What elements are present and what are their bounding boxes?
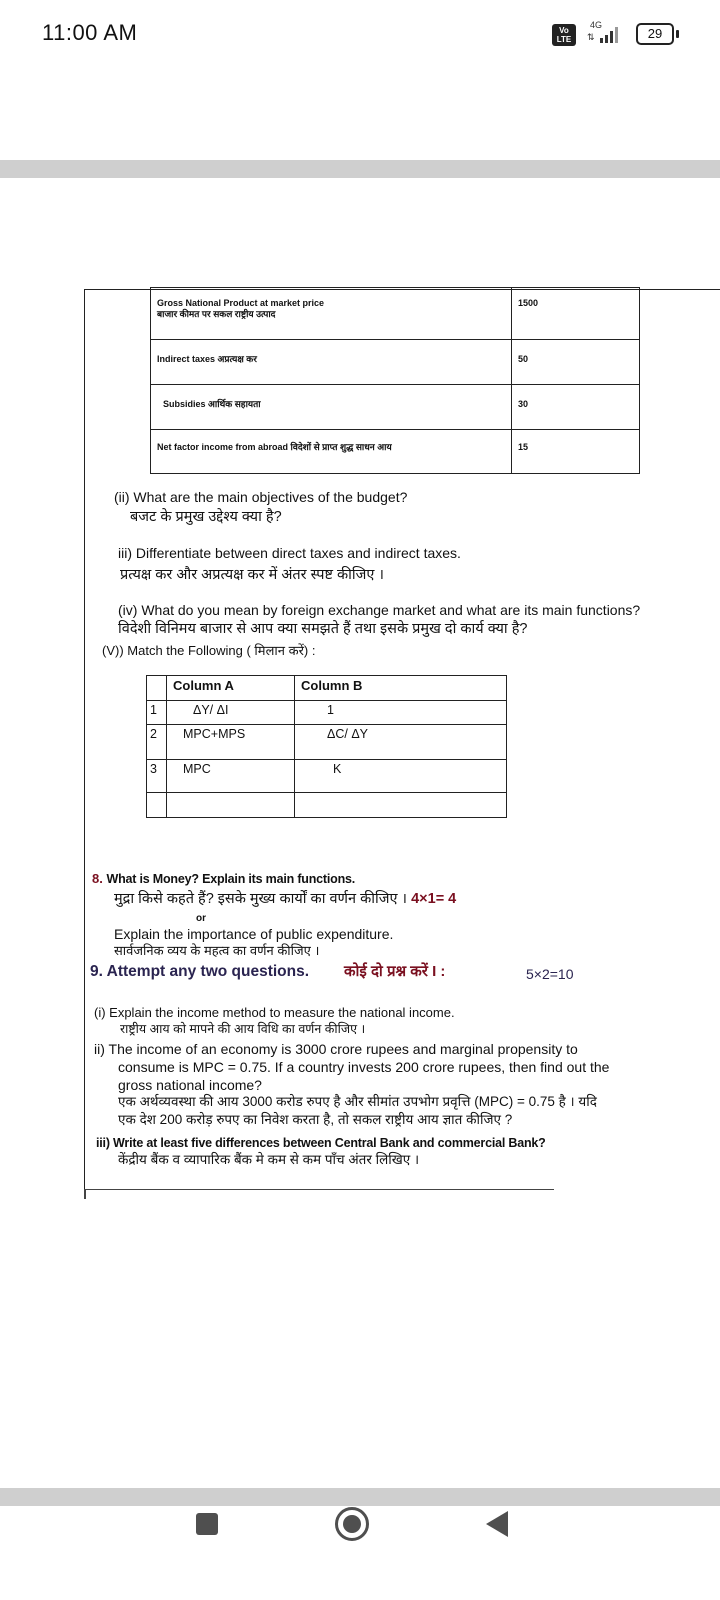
- row-number: 2: [147, 725, 167, 760]
- column-a-cell: ΔY/ ΔI: [167, 701, 295, 725]
- question-ii-hi: बजट के प्रमुख उद्देश्य क्या है?: [130, 509, 282, 525]
- question-iv-hi: विदेशी विनिमय बाजार से आप क्या समझते हैं तथा इसके प्रमुख दो कार्य क्या है?: [118, 621, 528, 637]
- battery-icon: 29: [636, 23, 674, 45]
- question-8-title-en: What is Money? Explain its main functions.: [106, 872, 356, 886]
- question-9-ii-line1: ii) The income of an economy is 3000 crore rupees and marginal propensity to: [94, 1041, 578, 1057]
- gnp-label-hi: बाजार कीमत पर सकल राष्ट्रीय उत्पाद: [157, 309, 276, 319]
- question-8-title-hi: मुद्रा किसे कहते हैं? इसके मुख्य कार्यों का वर्णन कीजिए ।: [114, 891, 408, 907]
- question-9-title-hi: कोई दो प्रश्न करें I :: [344, 963, 446, 980]
- table-row: [151, 385, 640, 430]
- table-header-row: [147, 676, 507, 701]
- table-cell-value: 30: [512, 385, 640, 430]
- question-8-number: 8.: [92, 871, 103, 886]
- question-9-title-en: 9. Attempt any two questions.: [90, 963, 310, 980]
- column-b-header: Column B: [295, 676, 507, 701]
- column-a-cell: MPC+MPS: [167, 725, 295, 760]
- table-cell-value: 50: [512, 340, 640, 385]
- table-row: [147, 760, 507, 793]
- question-9-marks: 5×2=10: [526, 966, 574, 982]
- page-bottom-rule: [84, 1189, 554, 1190]
- question-9-iii-en: iii) Write at least five differences between Central Bank and commercial Bank?: [96, 1136, 546, 1150]
- table-row: [147, 793, 507, 818]
- question-8-alt-en: Explain the importance of public expenditure.: [114, 926, 394, 942]
- match-table: [146, 675, 507, 818]
- question-9-ii-line3: gross national income?: [118, 1077, 262, 1093]
- column-a-cell: MPC: [167, 760, 295, 793]
- home-button-dot[interactable]: [343, 1515, 361, 1533]
- question-8-title-hi-line: [114, 890, 456, 908]
- question-9-iii-hi: केंद्रीय बैंक व व्यापारिक बैंक मे कम से कम पाँच अंतर लिखिए ।: [118, 1152, 420, 1167]
- row-number: 1: [147, 701, 167, 725]
- viewer-top-divider: [0, 160, 720, 178]
- viewer-bottom-divider: [0, 1488, 720, 1506]
- question-8: [92, 870, 355, 888]
- document-page[interactable]: [0, 178, 720, 1488]
- or-separator: or: [196, 913, 206, 924]
- recent-apps-icon[interactable]: [196, 1513, 218, 1535]
- question-iii-hi: प्रत्यक्ष कर और अप्रत्यक्ष कर में अंतर स्पष्ट कीजिए ।: [120, 567, 384, 583]
- table-cell-label: Indirect taxes अप्रत्यक्ष कर: [151, 340, 512, 385]
- table-cell-label: [151, 288, 512, 340]
- question-8-alt-hi: सार्वजनिक व्यय के महत्व का वर्णन कीजिए ।: [114, 943, 320, 958]
- data-activity-icon: ⇅: [587, 32, 595, 42]
- column-a-cell: [167, 793, 295, 818]
- gnp-label-en: Gross National Product at market price: [157, 298, 325, 308]
- question-9-ii-line2: consume is MPC = 0.75. If a country invests 200 crore rupees, then find out the: [118, 1059, 610, 1075]
- question-v: (V)) Match the Following ( मिलान करें) :: [102, 643, 316, 658]
- back-button-icon[interactable]: [486, 1511, 508, 1537]
- table-cell-label: Net factor income from abroad विदेशों से प्राप्त शुद्ध साधन आय: [151, 430, 512, 474]
- column-b-cell: K: [295, 760, 507, 793]
- question-ii-en: (ii) What are the main objectives of the budget?: [114, 489, 408, 505]
- status-time: 11:00 AM: [42, 20, 138, 45]
- question-9-i-en: (i) Explain the income method to measure the national income.: [94, 1005, 455, 1020]
- page-corner-tick: [84, 1189, 86, 1199]
- gnp-data-table: [150, 287, 640, 474]
- row-number: 3: [147, 760, 167, 793]
- row-number: [147, 793, 167, 818]
- table-row: [151, 430, 640, 474]
- volte-icon: Vo LTE: [552, 24, 576, 46]
- signal-strength-icon: [598, 26, 622, 44]
- column-b-cell: [295, 793, 507, 818]
- question-iii-en: iii) Differentiate between direct taxes and indirect taxes.: [118, 545, 461, 561]
- table-header-cell: [147, 676, 167, 701]
- table-row: [151, 288, 640, 340]
- status-bar: [0, 0, 720, 70]
- table-cell-value: 1500: [512, 288, 640, 340]
- table-row: [151, 340, 640, 385]
- table-row: [147, 701, 507, 725]
- question-9-i-hi: राष्ट्रीय आय को मापने की आय विधि का वर्णन कीजिए ।: [120, 1022, 366, 1036]
- question-9-ii-hi2: एक देश 200 करोड़ रुपए का निवेश करता है, तो सकल राष्ट्रीय आय ज्ञात कीजिए ?: [118, 1112, 513, 1127]
- question-9-ii-hi1: एक अर्थव्यवस्था की आय 3000 करोड रुपए है और सीमांत उपभोग प्रवृत्ति (MPC) = 0.75 है । यदि: [118, 1094, 597, 1109]
- question-iv-en: (iv) What do you mean by foreign exchange market and what are its main functions?: [118, 602, 641, 618]
- column-b-cell: 1: [295, 701, 507, 725]
- question-8-marks: 4×1= 4: [411, 891, 457, 907]
- table-cell-label: Subsidies आर्थिक सहायता: [151, 385, 512, 430]
- battery-tip-icon: [676, 30, 679, 38]
- table-cell-value: 15: [512, 430, 640, 474]
- column-b-cell: ΔC/ ΔY: [295, 725, 507, 760]
- table-row: [147, 725, 507, 760]
- network-type-label: 4G: [590, 20, 603, 30]
- column-a-header: Column A: [167, 676, 295, 701]
